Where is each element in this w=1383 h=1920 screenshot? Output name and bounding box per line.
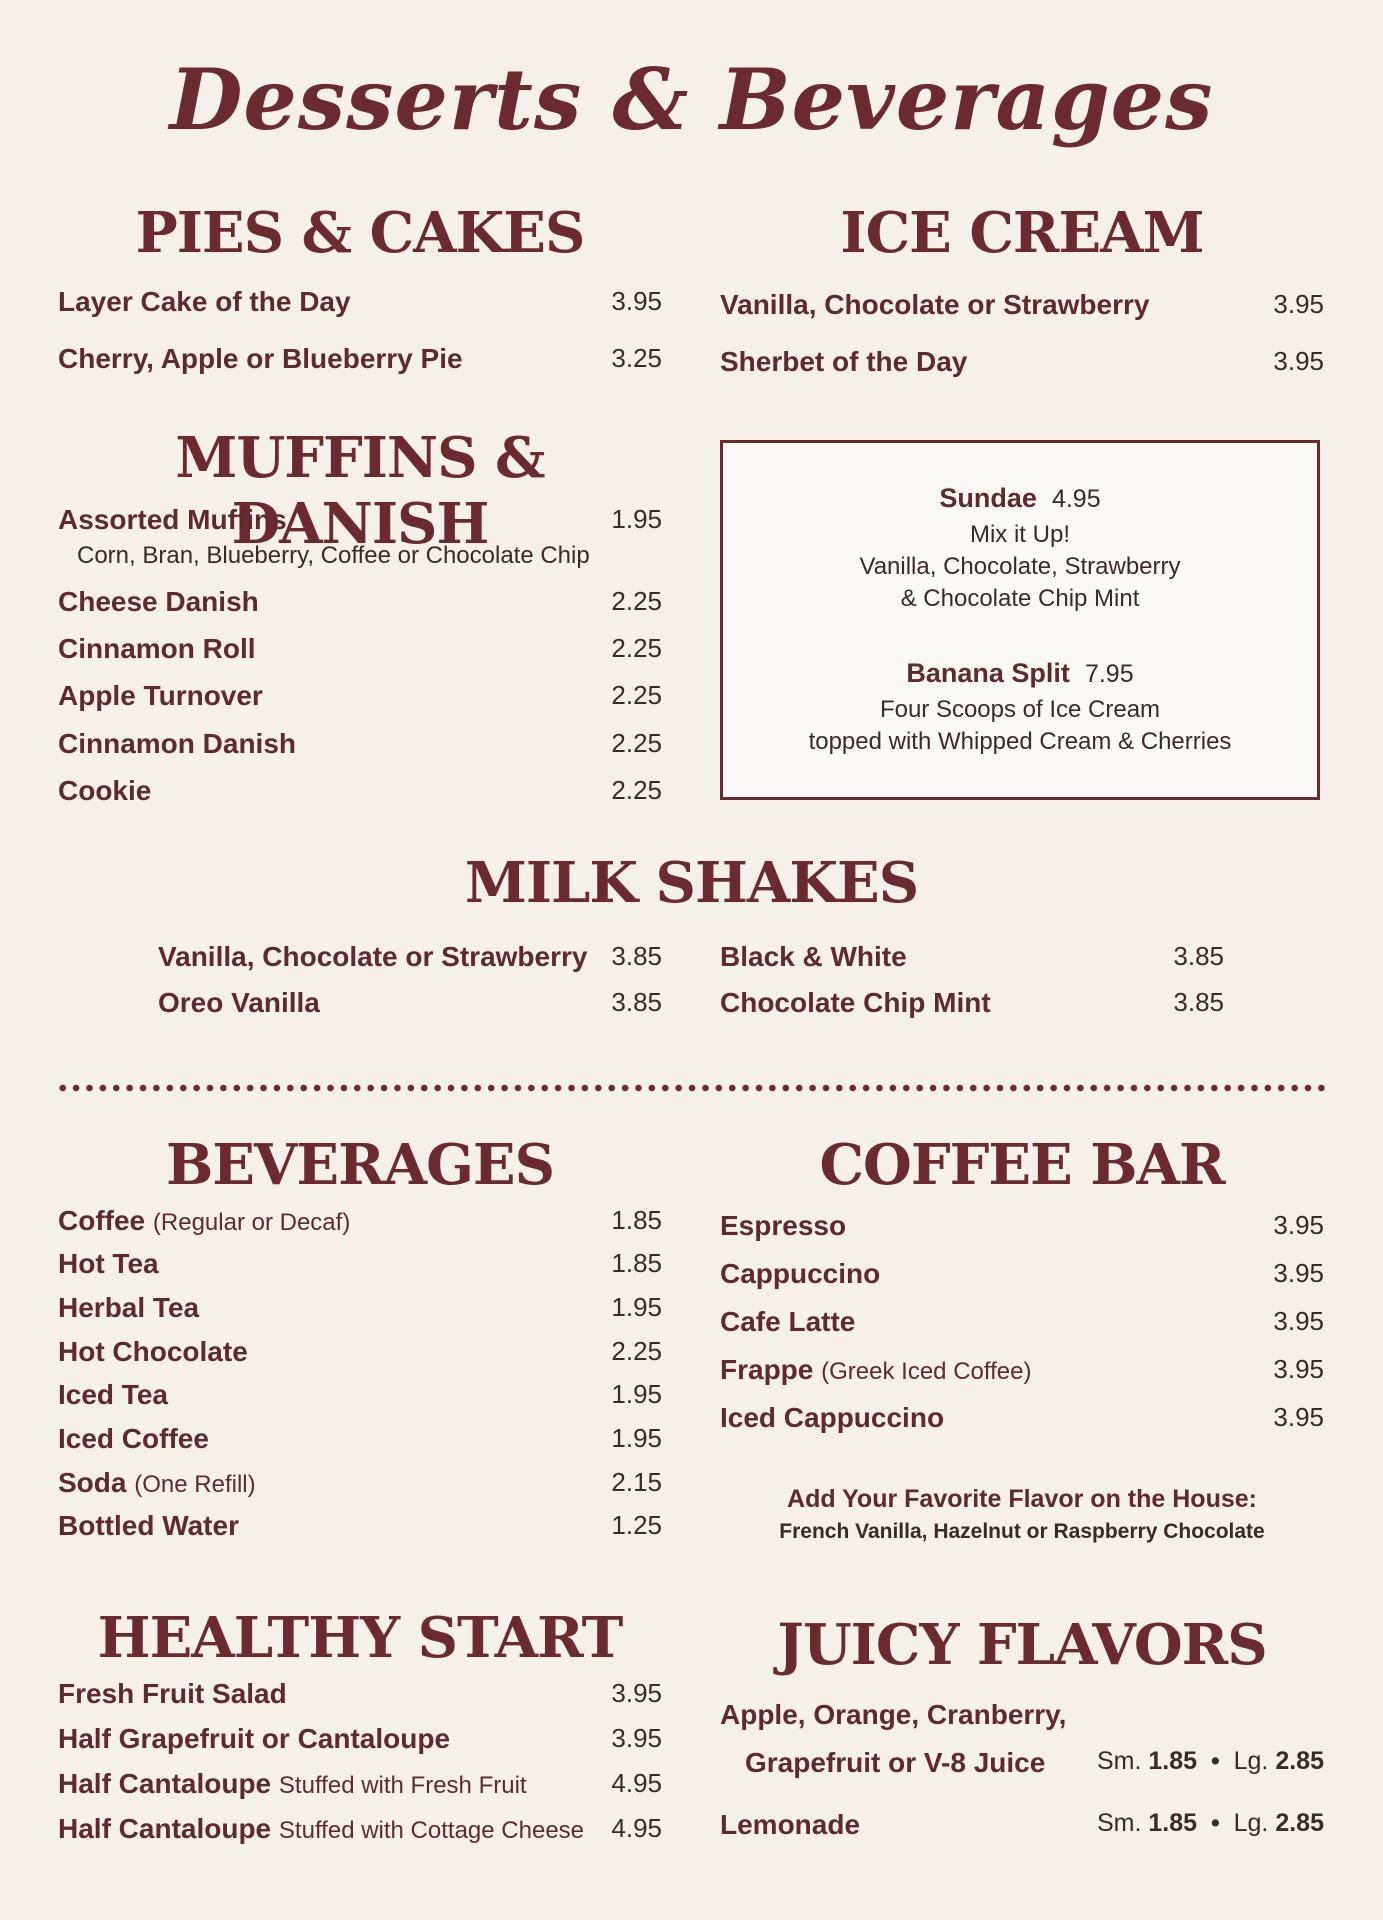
menu-item xyxy=(720,987,1224,1027)
menu-item xyxy=(720,1258,1324,1298)
menu-item xyxy=(58,1336,662,1376)
flavor-list: French Vanilla, Hazelnut or Raspberry Chocolate xyxy=(779,1520,1265,1543)
sundae-price: 4.95 xyxy=(1051,485,1101,513)
beverages-heading: BEVERAGES xyxy=(165,1132,555,1198)
item-note: Stuffed with Cottage Cheese xyxy=(278,1817,585,1844)
item-name: Cafe Latte xyxy=(720,1306,856,1337)
item-price: 2.15 xyxy=(611,1467,662,1497)
menu-item xyxy=(58,1248,662,1288)
menu-item xyxy=(58,286,662,326)
item-name: Oreo Vanilla xyxy=(158,987,320,1018)
item-price: 2.25 xyxy=(611,586,662,616)
item-name: Hot Chocolate xyxy=(58,1336,248,1367)
muffins-danish-heading: MUFFINS & DANISH xyxy=(175,425,545,557)
large-price: 2.85 xyxy=(1275,1747,1324,1775)
page-title: Desserts & Beverages xyxy=(169,50,1214,149)
banana-split-price: 7.95 xyxy=(1084,660,1134,688)
lemonade-item xyxy=(720,1809,1324,1849)
menu-item xyxy=(58,775,662,815)
item-name: Cheese Danish xyxy=(58,586,259,617)
item-name: Cherry, Apple or Blueberry Pie xyxy=(58,343,463,374)
large-label: Lg. xyxy=(1233,1809,1269,1837)
item-name: Herbal Tea xyxy=(58,1292,200,1323)
ice-cream-heading: ICE CREAM xyxy=(840,200,1204,266)
item-price: 3.95 xyxy=(1273,1210,1324,1240)
menu-item xyxy=(720,1306,1324,1346)
sundae-desc-1: Mix it Up! xyxy=(969,521,1070,548)
banana-split-desc-2: topped with Whipped Cream & Cherries xyxy=(808,728,1232,755)
sundae-name: Sundae xyxy=(939,483,1037,513)
item-name: Vanilla, Chocolate or Strawberry xyxy=(158,941,588,972)
item-note: (One Refill) xyxy=(134,1471,256,1498)
item-note: (Greek Iced Coffee) xyxy=(821,1358,1032,1385)
menu-item xyxy=(158,941,662,981)
milk-shakes-heading: MILK SHAKES xyxy=(464,850,919,916)
item-price: 1.95 xyxy=(611,1292,662,1322)
item-name: Cappuccino xyxy=(720,1258,881,1289)
item-name: Iced Cappuccino xyxy=(720,1402,945,1433)
item-price: 4.95 xyxy=(611,1813,662,1843)
item-price: 3.85 xyxy=(611,987,662,1017)
item-name: Iced Tea xyxy=(58,1379,168,1410)
item-name: Vanilla, Chocolate or Strawberry xyxy=(720,289,1150,320)
item-price: 1.95 xyxy=(611,1423,662,1453)
item-name xyxy=(58,1467,256,1499)
sundae-heading xyxy=(723,483,1317,514)
item-name xyxy=(58,1813,584,1845)
item-price: 1.85 xyxy=(611,1205,662,1235)
bullet: • xyxy=(1210,1747,1220,1775)
bullet: • xyxy=(1210,1809,1220,1837)
pies-cakes-heading: PIES & CAKES xyxy=(135,200,585,266)
item-price: 3.95 xyxy=(1273,1402,1324,1432)
item-price: 1.95 xyxy=(611,1379,662,1409)
menu-item xyxy=(720,1402,1324,1442)
lemonade-name: Lemonade xyxy=(720,1809,861,1840)
item-name xyxy=(58,1768,527,1800)
item-title: Coffee xyxy=(58,1205,146,1236)
item-name: Iced Coffee xyxy=(58,1423,209,1454)
banana-split-desc-1: Four Scoops of Ice Cream xyxy=(879,696,1161,723)
item-name: Bottled Water xyxy=(58,1510,239,1541)
menu-item xyxy=(58,1379,662,1419)
item-price: 3.95 xyxy=(1273,1258,1324,1288)
coffee-bar-heading: COFFEE BAR xyxy=(819,1132,1225,1198)
menu-item xyxy=(58,1768,662,1808)
item-price: 3.25 xyxy=(611,343,662,373)
menu-item xyxy=(720,941,1224,981)
item-name: Half Grapefruit or Cantaloupe xyxy=(58,1723,451,1754)
item-price: 2.25 xyxy=(611,775,662,805)
menu-item xyxy=(720,289,1324,329)
juicy-flavors-heading: JUICY FLAVORS xyxy=(777,1612,1267,1678)
item-name: Layer Cake of the Day xyxy=(58,286,351,317)
item-price: 3.85 xyxy=(1173,941,1224,971)
item-title: Half Cantaloupe xyxy=(58,1813,272,1844)
menu-item xyxy=(58,1510,662,1550)
menu-item xyxy=(58,1678,662,1718)
item-note: (Regular or Decaf) xyxy=(152,1209,351,1236)
item-price: 2.25 xyxy=(611,1336,662,1366)
large-label: Lg. xyxy=(1233,1747,1269,1775)
dotted-divider xyxy=(56,1084,1328,1092)
item-title: Frappe xyxy=(720,1354,814,1385)
juice-name-1: Apple, Orange, Cranberry, xyxy=(720,1699,1067,1730)
menu-item xyxy=(720,1354,1324,1394)
item-price: 2.25 xyxy=(611,633,662,663)
small-price: 1.85 xyxy=(1148,1747,1198,1775)
small-price: 1.85 xyxy=(1148,1809,1198,1837)
juice-name-2: Grapefruit or V-8 Juice xyxy=(745,1747,1046,1778)
item-price: 3.85 xyxy=(1173,987,1224,1017)
item-name xyxy=(720,1354,1031,1386)
menu-item xyxy=(58,504,662,544)
sundae-desc-2: Vanilla, Chocolate, Strawberry xyxy=(859,553,1181,580)
small-label: Sm. xyxy=(1096,1809,1142,1837)
menu-item xyxy=(58,633,662,673)
item-name: Espresso xyxy=(720,1210,847,1241)
juice-line-1 xyxy=(720,1699,1324,1739)
item-name: Fresh Fruit Salad xyxy=(58,1678,287,1709)
item-price: 3.95 xyxy=(611,1723,662,1753)
item-price: 1.85 xyxy=(611,1248,662,1278)
menu-item xyxy=(720,346,1324,386)
item-price: 3.95 xyxy=(1273,346,1324,376)
item-price: 3.95 xyxy=(1273,289,1324,319)
menu-item xyxy=(58,680,662,720)
menu-item xyxy=(58,1813,662,1853)
menu-item xyxy=(158,987,662,1027)
item-name: Cookie xyxy=(58,775,152,806)
item-title: Soda xyxy=(58,1467,127,1498)
item-name: Assorted Muffins xyxy=(58,504,287,535)
menu-item xyxy=(720,1210,1324,1250)
item-price: 3.95 xyxy=(1273,1354,1324,1384)
menu-item xyxy=(58,343,662,383)
item-name: Black & White xyxy=(720,941,907,972)
item-price: 1.25 xyxy=(611,1510,662,1540)
item-name: Sherbet of the Day xyxy=(720,346,968,377)
item-name: Apple Turnover xyxy=(58,680,263,711)
menu-item xyxy=(58,1723,662,1763)
small-label: Sm. xyxy=(1096,1747,1142,1775)
banana-split-name: Banana Split xyxy=(906,658,1070,688)
item-name: Hot Tea xyxy=(58,1248,159,1279)
item-name: Cinnamon Danish xyxy=(58,728,297,759)
item-price: 3.95 xyxy=(1273,1306,1324,1336)
menu-item xyxy=(58,1423,662,1463)
specials-box xyxy=(720,440,1320,800)
lemonade-price xyxy=(1097,1809,1324,1838)
item-price: 2.25 xyxy=(611,728,662,758)
menu-item xyxy=(58,1205,662,1245)
item-price: 4.95 xyxy=(611,1768,662,1798)
menu-item xyxy=(58,1292,662,1332)
item-name: Chocolate Chip Mint xyxy=(720,987,991,1018)
menu-item xyxy=(58,1467,662,1507)
item-name: Cinnamon Roll xyxy=(58,633,256,664)
item-price: 3.85 xyxy=(611,941,662,971)
healthy-start-heading: HEALTHY START xyxy=(97,1605,623,1671)
item-price: 3.95 xyxy=(611,286,662,316)
item-title: Half Cantaloupe xyxy=(58,1768,272,1799)
item-price: 1.95 xyxy=(611,504,662,534)
item-price: 2.25 xyxy=(611,680,662,710)
juice-item xyxy=(720,1747,1324,1787)
item-name xyxy=(58,1205,350,1237)
large-price: 2.85 xyxy=(1275,1809,1324,1837)
menu-item xyxy=(58,728,662,768)
item-note: Stuffed with Fresh Fruit xyxy=(278,1772,527,1799)
sundae-desc-3: & Chocolate Chip Mint xyxy=(900,585,1140,612)
banana-split-heading xyxy=(723,658,1317,689)
item-description: Corn, Bran, Blueberry, Coffee or Chocolate Chip xyxy=(77,542,590,569)
menu-item xyxy=(58,586,662,626)
juice-price xyxy=(1097,1747,1324,1776)
flavor-heading: Add Your Favorite Flavor on the House: xyxy=(787,1485,1257,1513)
item-price: 3.95 xyxy=(611,1678,662,1708)
